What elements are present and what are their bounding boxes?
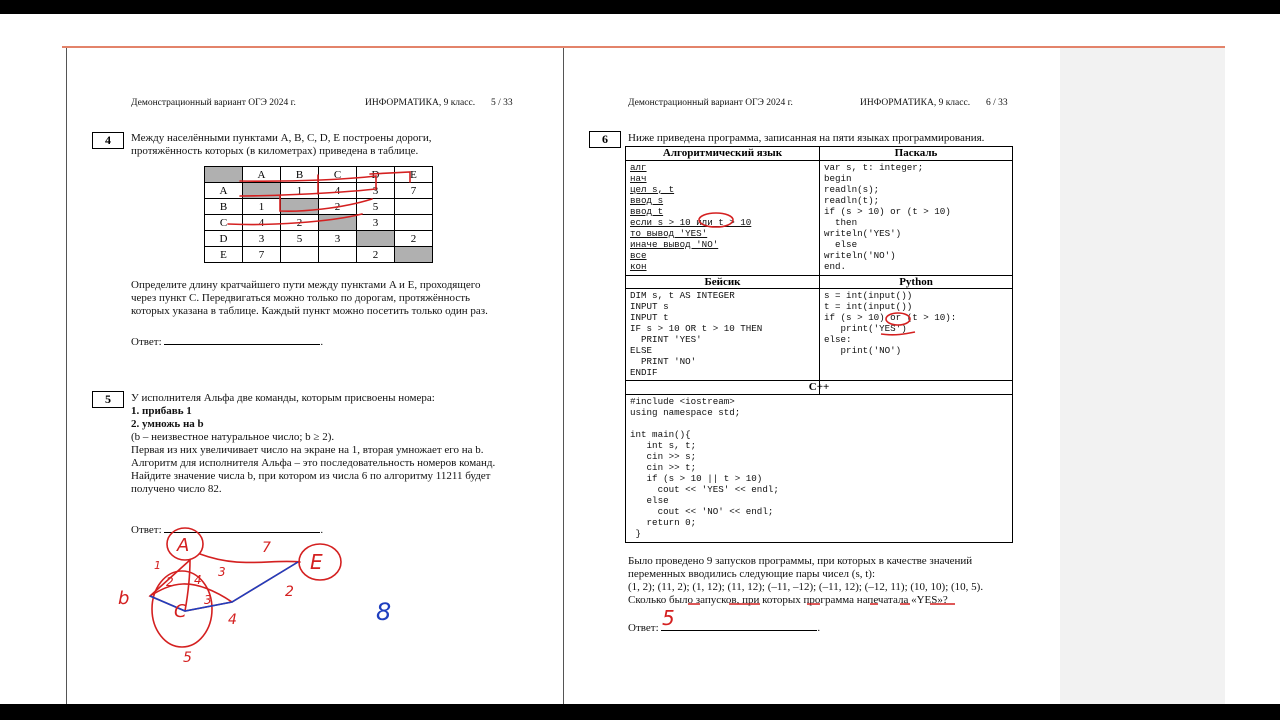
runs-line-3: (1, 2); (11, 2); (1, 12); (11, 12); (–11, –12); (–11, 12); (–12, 11); (10, 10); (10, 5). bbox=[628, 581, 984, 593]
answer-label: Ответ: bbox=[131, 336, 162, 348]
runs-line-2: переменных вводились следующие пары чисел (s, t): bbox=[628, 568, 876, 580]
ink-stroke bbox=[280, 196, 372, 211]
task-5-answer: Ответ: . bbox=[131, 524, 324, 536]
ink-circle bbox=[886, 313, 910, 325]
table-header: D bbox=[357, 167, 395, 183]
task-5-cmd-1: 1. прибавь 1 bbox=[131, 405, 192, 417]
alg-code: алг нач цел s, t ввод s ввод t если s > 10 или t > 10 то вывод 'YES' иначе вывод 'NO' все кон bbox=[630, 162, 752, 272]
task-4-intro-line-1: Между населёнными пунктами A, B, C, D, E построены дороги, bbox=[131, 132, 432, 144]
table-header: A bbox=[243, 167, 281, 183]
table-cell: 4 bbox=[243, 215, 281, 231]
table-header: E bbox=[395, 167, 433, 183]
table-ink bbox=[228, 172, 410, 225]
weight-label: 4 bbox=[228, 612, 237, 628]
task-6-number: 6 bbox=[589, 131, 621, 148]
table-header: B bbox=[281, 167, 319, 183]
runs-line-4: Сколько было запусков, при которых программа напечатала «YES»? bbox=[628, 594, 948, 606]
table-cell: 3 bbox=[319, 231, 357, 247]
top-black-bar bbox=[0, 0, 1280, 14]
weight-label: 1 bbox=[154, 559, 161, 572]
answer-label: Ответ: bbox=[628, 622, 659, 634]
table-cell: 2 bbox=[395, 231, 433, 247]
task-4-intro-line-2: протяжённость которых (в километрах) приведена в таблице. bbox=[131, 145, 419, 157]
table-cell: 3 bbox=[243, 231, 281, 247]
weight-label: 3 bbox=[218, 565, 226, 579]
weight-label: 7 bbox=[262, 540, 271, 556]
task-5-line-6: получено число 82. bbox=[131, 483, 222, 495]
ink-stroke bbox=[881, 332, 915, 335]
alg-title: Алгоритмический язык bbox=[662, 147, 783, 159]
table-cell: 2 bbox=[319, 199, 357, 215]
task-5-number: 5 bbox=[92, 391, 124, 408]
cpp-code: #include <iostream> using namespace std; int main(){ int s, t; cin >> s; cin >> t; if (s > 10 || t > 10) cout << 'YES' << endl; else cout << 'NO' << endl; return 0; } bbox=[630, 396, 779, 539]
task-5-line-2: (b – неизвестное натуральное число; b ≥ 2). bbox=[131, 431, 335, 443]
basic-title: Бейсик bbox=[704, 276, 741, 288]
table-cell: E bbox=[205, 247, 243, 263]
ink-annotations bbox=[0, 14, 1280, 704]
task-4-answer: Ответ: . bbox=[131, 336, 324, 348]
node-c-label: C bbox=[174, 601, 187, 622]
table-cell: C bbox=[205, 215, 243, 231]
task-4-question-line-1: Определите длину кратчайшего пути между пунктами A и E, проходящего bbox=[131, 279, 481, 291]
python-title: Python bbox=[899, 276, 933, 288]
task-5-cmd-2: 2. умножь на b bbox=[131, 418, 204, 430]
table-cell: 1 bbox=[243, 199, 281, 215]
pascal-title: Паскаль bbox=[894, 147, 938, 159]
table-cell: 3 bbox=[357, 183, 395, 199]
cpp-title: C++ bbox=[808, 381, 830, 393]
table-cell: 7 bbox=[243, 247, 281, 263]
table-header: C bbox=[319, 167, 357, 183]
task-5-hand-answer: 8 bbox=[376, 598, 392, 626]
ink-stroke bbox=[150, 584, 232, 602]
table-cell: B bbox=[205, 199, 243, 215]
weight-label: 5 bbox=[183, 650, 192, 666]
ink-circle bbox=[699, 213, 733, 227]
header-page-number: 6 / 33 bbox=[986, 98, 1008, 108]
basic-code: DIM s, t AS INTEGER INPUT s INPUT t IF s > 10 OR t > 10 THEN PRINT 'YES' ELSE PRINT 'NO' ENDIF bbox=[630, 290, 763, 378]
runs-line-1: Было проведено 9 запусков программы, при которых в качестве значений bbox=[628, 555, 973, 567]
pascal-code: var s, t: integer; begin readln(s); readln(t); if (s > 10) or (t > 10) then writeln('YES') else writeln('NO') end. bbox=[824, 162, 951, 272]
task-4-number: 4 bbox=[92, 132, 124, 149]
task-5-line-4: Алгоритм для исполнителя Альфа – это последовательность номеров команд. bbox=[131, 457, 496, 469]
table-cell: D bbox=[205, 231, 243, 247]
ink-stroke bbox=[240, 176, 376, 196]
table-cell: 7 bbox=[395, 183, 433, 199]
table-cell: 2 bbox=[281, 215, 319, 231]
b-label: b bbox=[118, 588, 130, 609]
table-cell: 1 bbox=[281, 183, 319, 199]
ink-stroke bbox=[200, 554, 300, 563]
node-a-label: A bbox=[177, 535, 190, 556]
python-code: s = int(input()) t = int(input()) if (s > 10) or (t > 10): print('YES') else: print('NO') bbox=[824, 290, 957, 356]
task-4-question-line-3: которых указана в таблице. Каждый пункт можно посетить только один раз. bbox=[131, 305, 488, 317]
header-subject: ИНФОРМАТИКА, 9 класс. bbox=[860, 98, 971, 108]
node-e-label: E bbox=[310, 550, 323, 574]
bottom-black-bar bbox=[0, 704, 1280, 720]
task-6-intro: Ниже приведена программа, записанная на пяти языках программирования. bbox=[628, 132, 985, 144]
ink-stroke bbox=[228, 214, 362, 225]
table-cell: A bbox=[205, 183, 243, 199]
document-viewport[interactable] bbox=[0, 14, 1280, 704]
weight-label: 3 bbox=[204, 593, 212, 607]
task-6-answer: Ответ: . bbox=[628, 622, 821, 634]
table-cell: 5 bbox=[357, 199, 395, 215]
table-cell: 3 bbox=[357, 215, 395, 231]
table-cell: 4 bbox=[319, 183, 357, 199]
weight-label: 2 bbox=[285, 584, 294, 600]
header-source: Демонстрационный вариант ОГЭ 2024 г. bbox=[131, 98, 296, 108]
task-4-question-line-2: через пункт C. Передвигаться можно только по дорогам, протяжённость bbox=[131, 292, 471, 304]
weight-label: 2 bbox=[166, 575, 174, 589]
weight-label: 4 bbox=[194, 573, 202, 587]
code-ink bbox=[688, 213, 955, 604]
header-subject: ИНФОРМАТИКА, 9 класс. bbox=[365, 98, 476, 108]
task-5-line-3: Первая из них увеличивает число на экране на 1, вторая умножает его на b. bbox=[131, 444, 484, 456]
header-source: Демонстрационный вариант ОГЭ 2024 г. bbox=[628, 98, 793, 108]
table-cell: 5 bbox=[281, 231, 319, 247]
task-5-line-5: Найдите значение числа b, при котором из числа 6 по алгоритму 11211 будет bbox=[131, 470, 491, 482]
answer-label: Ответ: bbox=[131, 524, 162, 536]
task-6-hand-answer: 5 bbox=[662, 606, 675, 630]
table-cell: 2 bbox=[357, 247, 395, 263]
task-5-line-1: У исполнителя Альфа две команды, которым присвоены номера: bbox=[131, 392, 435, 404]
header-page-number: 5 / 33 bbox=[491, 98, 513, 108]
